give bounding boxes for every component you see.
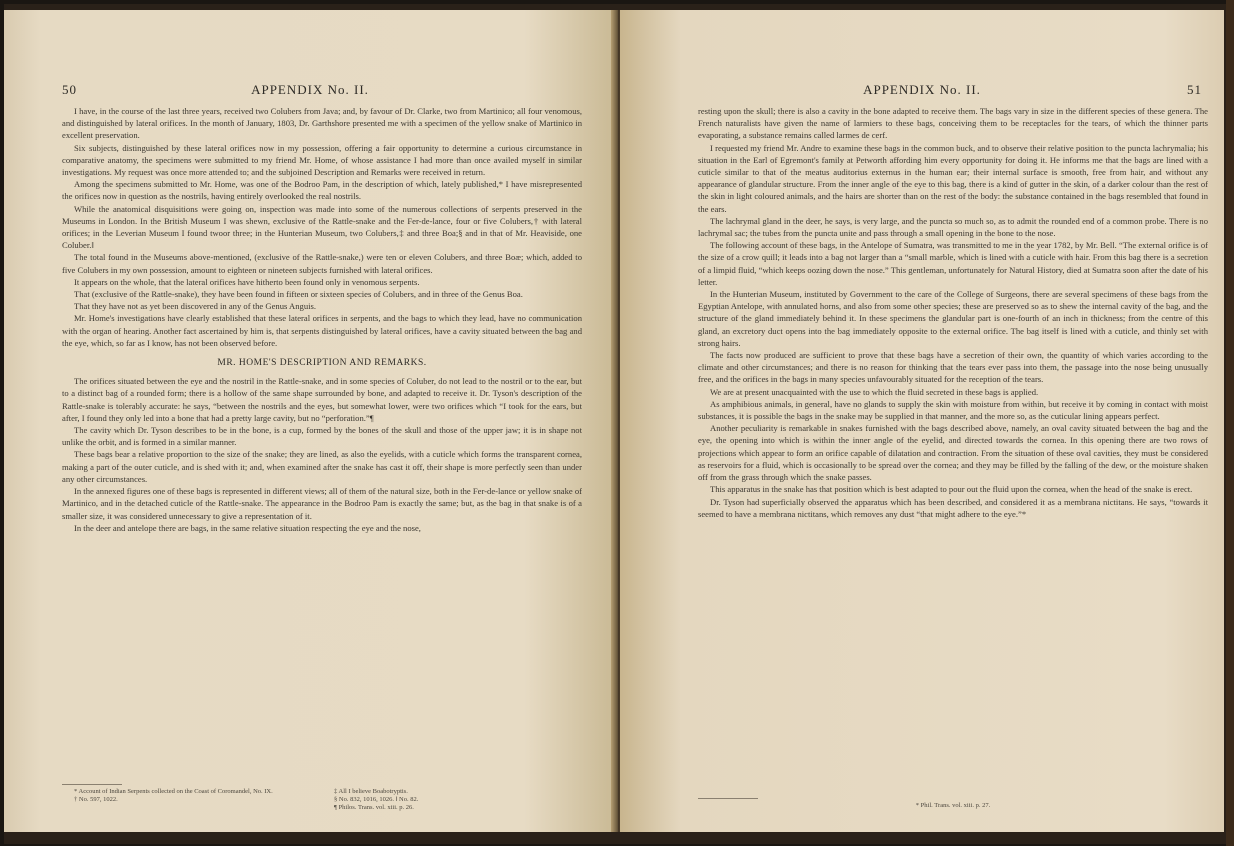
footnote-rule: [698, 798, 758, 799]
paragraph: Mr. Home's investigations have clearly established that these lateral orifices in serpents, and the bags to which they lead, have no communication with the organ of hearing. Another fact ascertained by him is, that serpents distinguished by lateral orifices, have a cavity situated between the bag and the eye, which, so far as I know, has not been observed before.: [62, 313, 582, 348]
running-head: APPENDIX No. II.: [863, 82, 981, 97]
paragraph: It appears on the whole, that the lateral orifices have hitherto been found only in venomous serpents.: [74, 276, 420, 287]
paragraph: This apparatus in the snake has that position which is best adapted to pour out the fluid upon the cornea, when the head of the snake is erect.: [710, 484, 1193, 495]
paragraph: I requested my friend Mr. Andre to examine these bags in the common buck, and to observe their relative position to the puncta lachrymalia; his situation in the Earl of Egremont's family at Petworth affording him every opportunity for doing it. He informs me that the bags are lined with a cuticle similar to that of the meatus auditorius externus in the human ear; their internal surface is smooth, free from hair, and without any appearance of glandular structure. From the inner angle of the eye to this bag, there is a kind of gutter in the skin, of a darker colour than the rest of the skin in light coloured animals, and the hairs are shorter than on the rest of the body: the substance contained in the bags resembled that found in the ears.: [698, 142, 1208, 214]
paragraph: The facts now produced are sufficient to prove that these bags have a secretion of their own, the quantity of which varies according to the climate and other circumstances; and there is no reason for thinking that the tears ever pass into them, the passage into the nose being unusually free, and the orifices in the bags in many species unfavourably situated for the reception of the tears.: [698, 350, 1208, 385]
footnote: [74, 804, 314, 812]
section-heading: MR. HOME'S DESCRIPTION AND REMARKS.: [217, 358, 427, 369]
left-page-body: [62, 105, 582, 534]
right-page-header: [620, 82, 1224, 98]
paragraph: While the anatomical disquisitions were going on, inspection was made into some of the numerous collections of serpents preserved in the Museums in London. In the British Museum I was shewn, exclusive of the Rattle-snake and the Fer-de-lance, four or five Colubers,† with lateral orifices; in the Leverian Museum I found twoor three; in the Hunterian Museum, two Colubers,‡ and three Boa;§ and in that of Mr. Heaviside, one Coluber.‖: [62, 203, 582, 251]
paragraph: The lachrymal gland in the deer, he says, is very large, and the puncta so much so, as to admit the rounded end of a common probe. There is no lachrymal sac; the tubes from the puncta unite and pass through a small opening in the bone to the nose.: [698, 215, 1208, 239]
page-number: 51: [1187, 82, 1202, 97]
footnote-rule: [62, 784, 122, 785]
paragraph: The cavity which Dr. Tyson describes to be in the bone, is a cup, formed by the bones of the skull and those of the upper jaw; it is in shape not unlike the orbit, and is formed in a similar manner.: [62, 425, 582, 448]
paragraph: The orifices situated between the eye and the nostril in the Rattle-snake, and in some species of Coluber, do not lead to the nostril or to the ear, but to a distinct bag of a rounded form; there is a hollow of the same shape surrounded by bone, and adapted to receive it. Dr. Tyson's description of the Rattle-snake is tolerably accurate: he says, “between the nostrils and the eyes, but somewhat lower, were two orifices which “I took for the ears, but after, I found they only led into a bone that had a pretty large cavity, but no “perforation.”¶: [62, 376, 582, 423]
left-page-header: [4, 82, 616, 98]
paragraph: In the annexed figures one of these bags is represented in different views; all of them of the natural size, both in the Fer-de-lance or yellow snake of Martinico, and in the detached cuticle of the Rattle-snake. The appearance in the Bodroo Pam is exactly the same; but, as the bag in that snake is of a smaller size, it was considered unnecessary to give a representation of it.: [62, 486, 582, 521]
footnote: ¶ Philos. Trans. vol. xiii. p. 26.: [334, 804, 414, 811]
left-page: [4, 10, 616, 832]
right-footnotes: [698, 802, 1208, 810]
footnote: § No. 832, 1016, 1026. ‖ No. 82.: [334, 796, 419, 803]
paragraph: Six subjects, distinguished by these lateral orifices now in my possession, offering a fair opportunity to determine a curious circumstance in comparative anatomy, the specimens were submitted to my friend Mr. Home, of whose assistance I had more than once availed myself in similar investigations. My request was once more attended to; and the subjoined Description and Remarks were received in return.: [62, 142, 582, 178]
paragraph: That they have not as yet been discovered in any of the Genus Anguis.: [74, 301, 316, 312]
footnote: * Phil. Trans. vol. xiii. p. 27.: [915, 802, 991, 809]
left-footnotes: [74, 788, 574, 812]
paragraph: In the deer and antelope there are bags, in the same relative situation respecting the eye and the nose,: [74, 522, 421, 533]
paragraph: Dr. Tyson had superficially observed the apparatus which has been described, and considered it as a membrana nictitans. He says, “towards it seemed to have a membrana nictitans, which removes any dust “that might adhere to the eye.”*: [698, 496, 1208, 519]
paragraph: As amphibious animals, in general, have no glands to supply the skin with moisture from within, but receive it by coming in contact with moist substances, it is possible the bags in the snake may be supplied in that manner, and the more so, as the cuticular lining appears perfect.: [698, 398, 1208, 422]
footnote: * Account of Indian Serpents collected on the Coast of Coromandel, No. IX.: [74, 788, 273, 795]
paragraph: resting upon the skull; there is also a cavity in the bone adapted to receive them. The bags vary in size in the different species of these genera. The French naturalists have given the name of larmiers to these bags, conceiving them to be receptacles for the tears, of which the thinner parts evaporating, a substance remains called larmes de cerf.: [698, 106, 1208, 141]
paragraph: That (exclusive of the Rattle-snake), they have been found in fifteen or sixteen species of Colubers, and in three of the Genus Boa.: [74, 289, 523, 300]
paragraph: The total found in the Museums above-mentioned, (exclusive of the Rattle-snake,) were ten or eleven Colubers, and three Boæ; which, added to five Colubers in my own possession, amount to eighteen or nineteen subjects furnished with lateral orifices.: [62, 252, 582, 275]
paragraph: I have, in the course of the last three years, received two Colubers from Java; and, by favour of Dr. Clarke, two from Martinico; all four venomous, and distinguished by lateral orifices. In the month of January, 1803, Dr. Garthshore presented me with a specimen of the yellow snake of Martinico in excellent preservation.: [62, 106, 582, 141]
page-number: 50: [62, 82, 77, 97]
footnote: ‡ All I believe Boabotryptis.: [334, 788, 408, 795]
paragraph: The following account of these bags, in the Antelope of Sumatra, was transmitted to me in the year 1782, by Mr. Bell. “The external orifice is of the size of a crow quill; it leads into a bag not larger than a “small marble, which is lined with a cuticle with hair. From this bag there is a secretion of a limpid fluid, “which keeps oozing down the nose.” This gentleman, unfortunately for Natural History, died at Sumatra soon after the date of his letter.: [698, 240, 1208, 287]
paragraph: Among the specimens submitted to Mr. Home, was one of the Bodroo Pam, in the description of which, lately published,* I have misrepresented the orifices now in question as the nostrils, having entirely overlooked the real nostrils.: [62, 179, 582, 202]
paragraph: These bags bear a relative proportion to the size of the snake; they are lined, as also the eyelids, with a cuticle which forms the transparent cornea, making a part of the outer cuticle, and is shed with it; and, when examined after the snake has cast it off, their shape is more perfectly seen than under any other circumstances.: [62, 449, 582, 484]
running-head: APPENDIX No. II.: [251, 82, 369, 97]
paragraph: We are at present unacquainted with the use to which the fluid secreted in these bags is applied.: [710, 386, 1039, 397]
right-page: [620, 10, 1224, 832]
paragraph: Another peculiarity is remarkable in snakes furnished with the bags described above, namely, an oval cavity situated between the bag and the eye, the opening into which is within the inner angle of the eyelid, and directed towards the cornea. In this opening there are two rows of projections which appear to form an orifice capable of dilatation and contraction. From the situation of these oval cavities, they must be considered as reservoirs for a fluid, which is occasionally to be spread over the cornea; and they may be filled by the falling of the dew, or the moisture shaken off from the grass through which the snake passes.: [698, 423, 1208, 483]
footnote: † No. 597, 1022.: [74, 796, 118, 803]
book-edge: [1226, 0, 1234, 846]
right-page-body: [698, 105, 1208, 520]
paragraph: In the Hunterian Museum, instituted by Government to the care of the College of Surgeons, there are several specimens of these bags from the Egyptian Antelope, with annulated horns, and also from some other species; these are preserved so as to shew the internal cavity of the bag, and the structure of the gland immediately behind it. In these specimens the glandular part is one-fourth of an inch in thickness; from the centre of this gland, an excretory duct opens into the bag immediately opposite to the external orifice. The bag itself is lined with a cuticle, and thinly set with strong hairs.: [698, 289, 1208, 348]
